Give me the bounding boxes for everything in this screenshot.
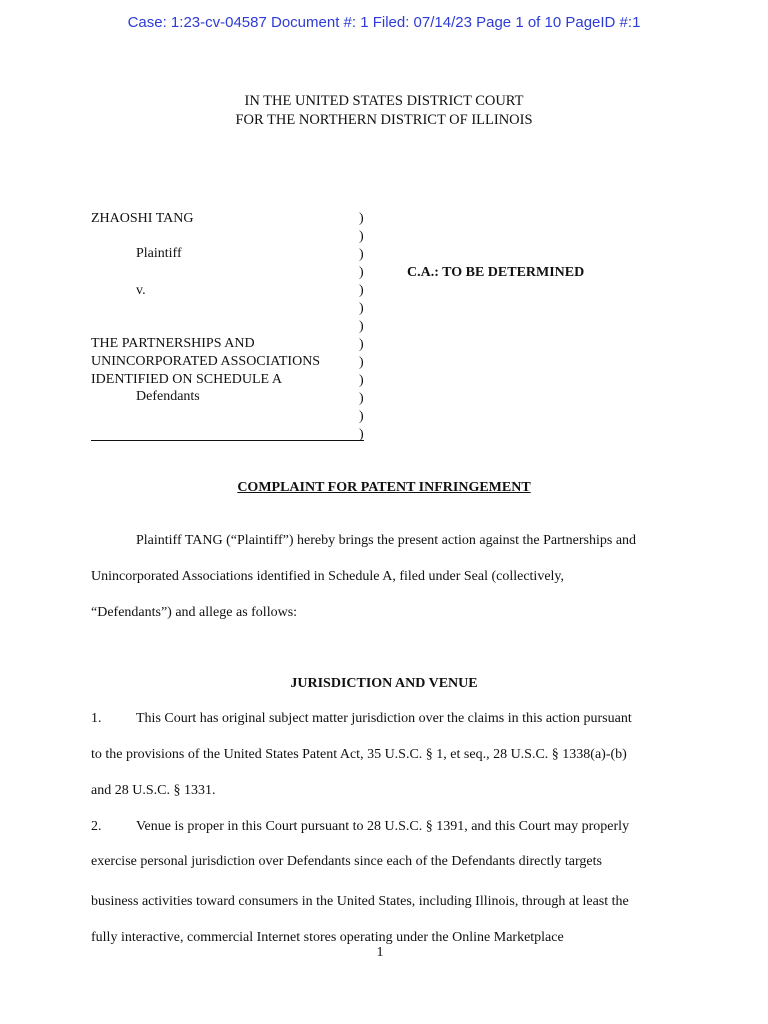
paragraph-2-line-1: Venue is proper in this Court pursuant to 28 U.S.C. § 1391, and this Court may properly (136, 819, 630, 834)
paragraph-2-line-3: business activities toward consumers in the United States, including Illinois, through at least the (91, 894, 629, 909)
document-title: COMPLAINT FOR PATENT INFRINGEMENT (237, 480, 531, 495)
caption-paren: ) (359, 337, 364, 352)
caption-paren: ) (359, 319, 364, 334)
caption-paren: ) (359, 391, 364, 406)
defendant-role: Defendants (136, 389, 200, 404)
defendant-line-1: THE PARTNERSHIPS AND (91, 336, 255, 351)
caption-paren: ) (359, 247, 364, 262)
case-header-stamp: Case: 1:23-cv-04587 Document #: 1 Filed: 07/14/23 Page 1 of 10 PageID #:1 (127, 14, 641, 31)
intro-line-3: “Defendants”) and allege as follows: (91, 605, 298, 620)
page-number: 1 (376, 945, 384, 960)
plaintiff-role: Plaintiff (136, 246, 182, 261)
defendant-line-2: UNINCORPORATED ASSOCIATIONS (91, 354, 321, 369)
caption-paren: ) (359, 355, 364, 370)
case-number: C.A.: TO BE DETERMINED (407, 265, 585, 280)
caption-paren: ) (359, 373, 364, 388)
paragraph-2-number: 2. (91, 819, 102, 834)
plaintiff-name: ZHAOSHI TANG (91, 211, 194, 226)
versus-label: v. (136, 283, 146, 298)
caption-paren: ) (359, 301, 364, 316)
intro-line-1: Plaintiff TANG (“Plaintiff”) hereby brings the present action against the Partnerships and (136, 533, 637, 548)
court-name-line-2: FOR THE NORTHERN DISTRICT OF ILLINOIS (235, 112, 533, 128)
caption-paren: ) (359, 283, 364, 298)
defendant-line-3: IDENTIFIED ON SCHEDULE A (91, 372, 282, 387)
caption-paren: ) (359, 229, 364, 244)
intro-line-2: Unincorporated Associations identified in Schedule A, filed under Seal (collectively, (91, 569, 565, 584)
paragraph-1-line-2: to the provisions of the United States Patent Act, 35 U.S.C. § 1, et seq., 28 U.S.C. § 1338(a)-(b) (91, 747, 627, 762)
paragraph-2-line-4: fully interactive, commercial Internet stores operating under the Online Marketplace (91, 930, 564, 945)
caption-paren: ) (359, 265, 364, 280)
section-heading: JURISDICTION AND VENUE (290, 676, 478, 691)
paragraph-1-line-3: and 28 U.S.C. § 1331. (91, 783, 216, 798)
court-name-line-1: IN THE UNITED STATES DISTRICT COURT (244, 93, 524, 109)
paragraph-1-line-1: This Court has original subject matter jurisdiction over the claims in this action pursuant (136, 711, 632, 726)
paragraph-1-number: 1. (91, 711, 102, 726)
caption-paren: ) (359, 211, 364, 226)
caption-paren: ) (359, 427, 364, 442)
caption-underline-rule (91, 440, 364, 441)
paragraph-2-line-2: exercise personal jurisdiction over Defendants since each of the Defendants directly targets (91, 854, 602, 869)
caption-paren: ) (359, 409, 364, 424)
